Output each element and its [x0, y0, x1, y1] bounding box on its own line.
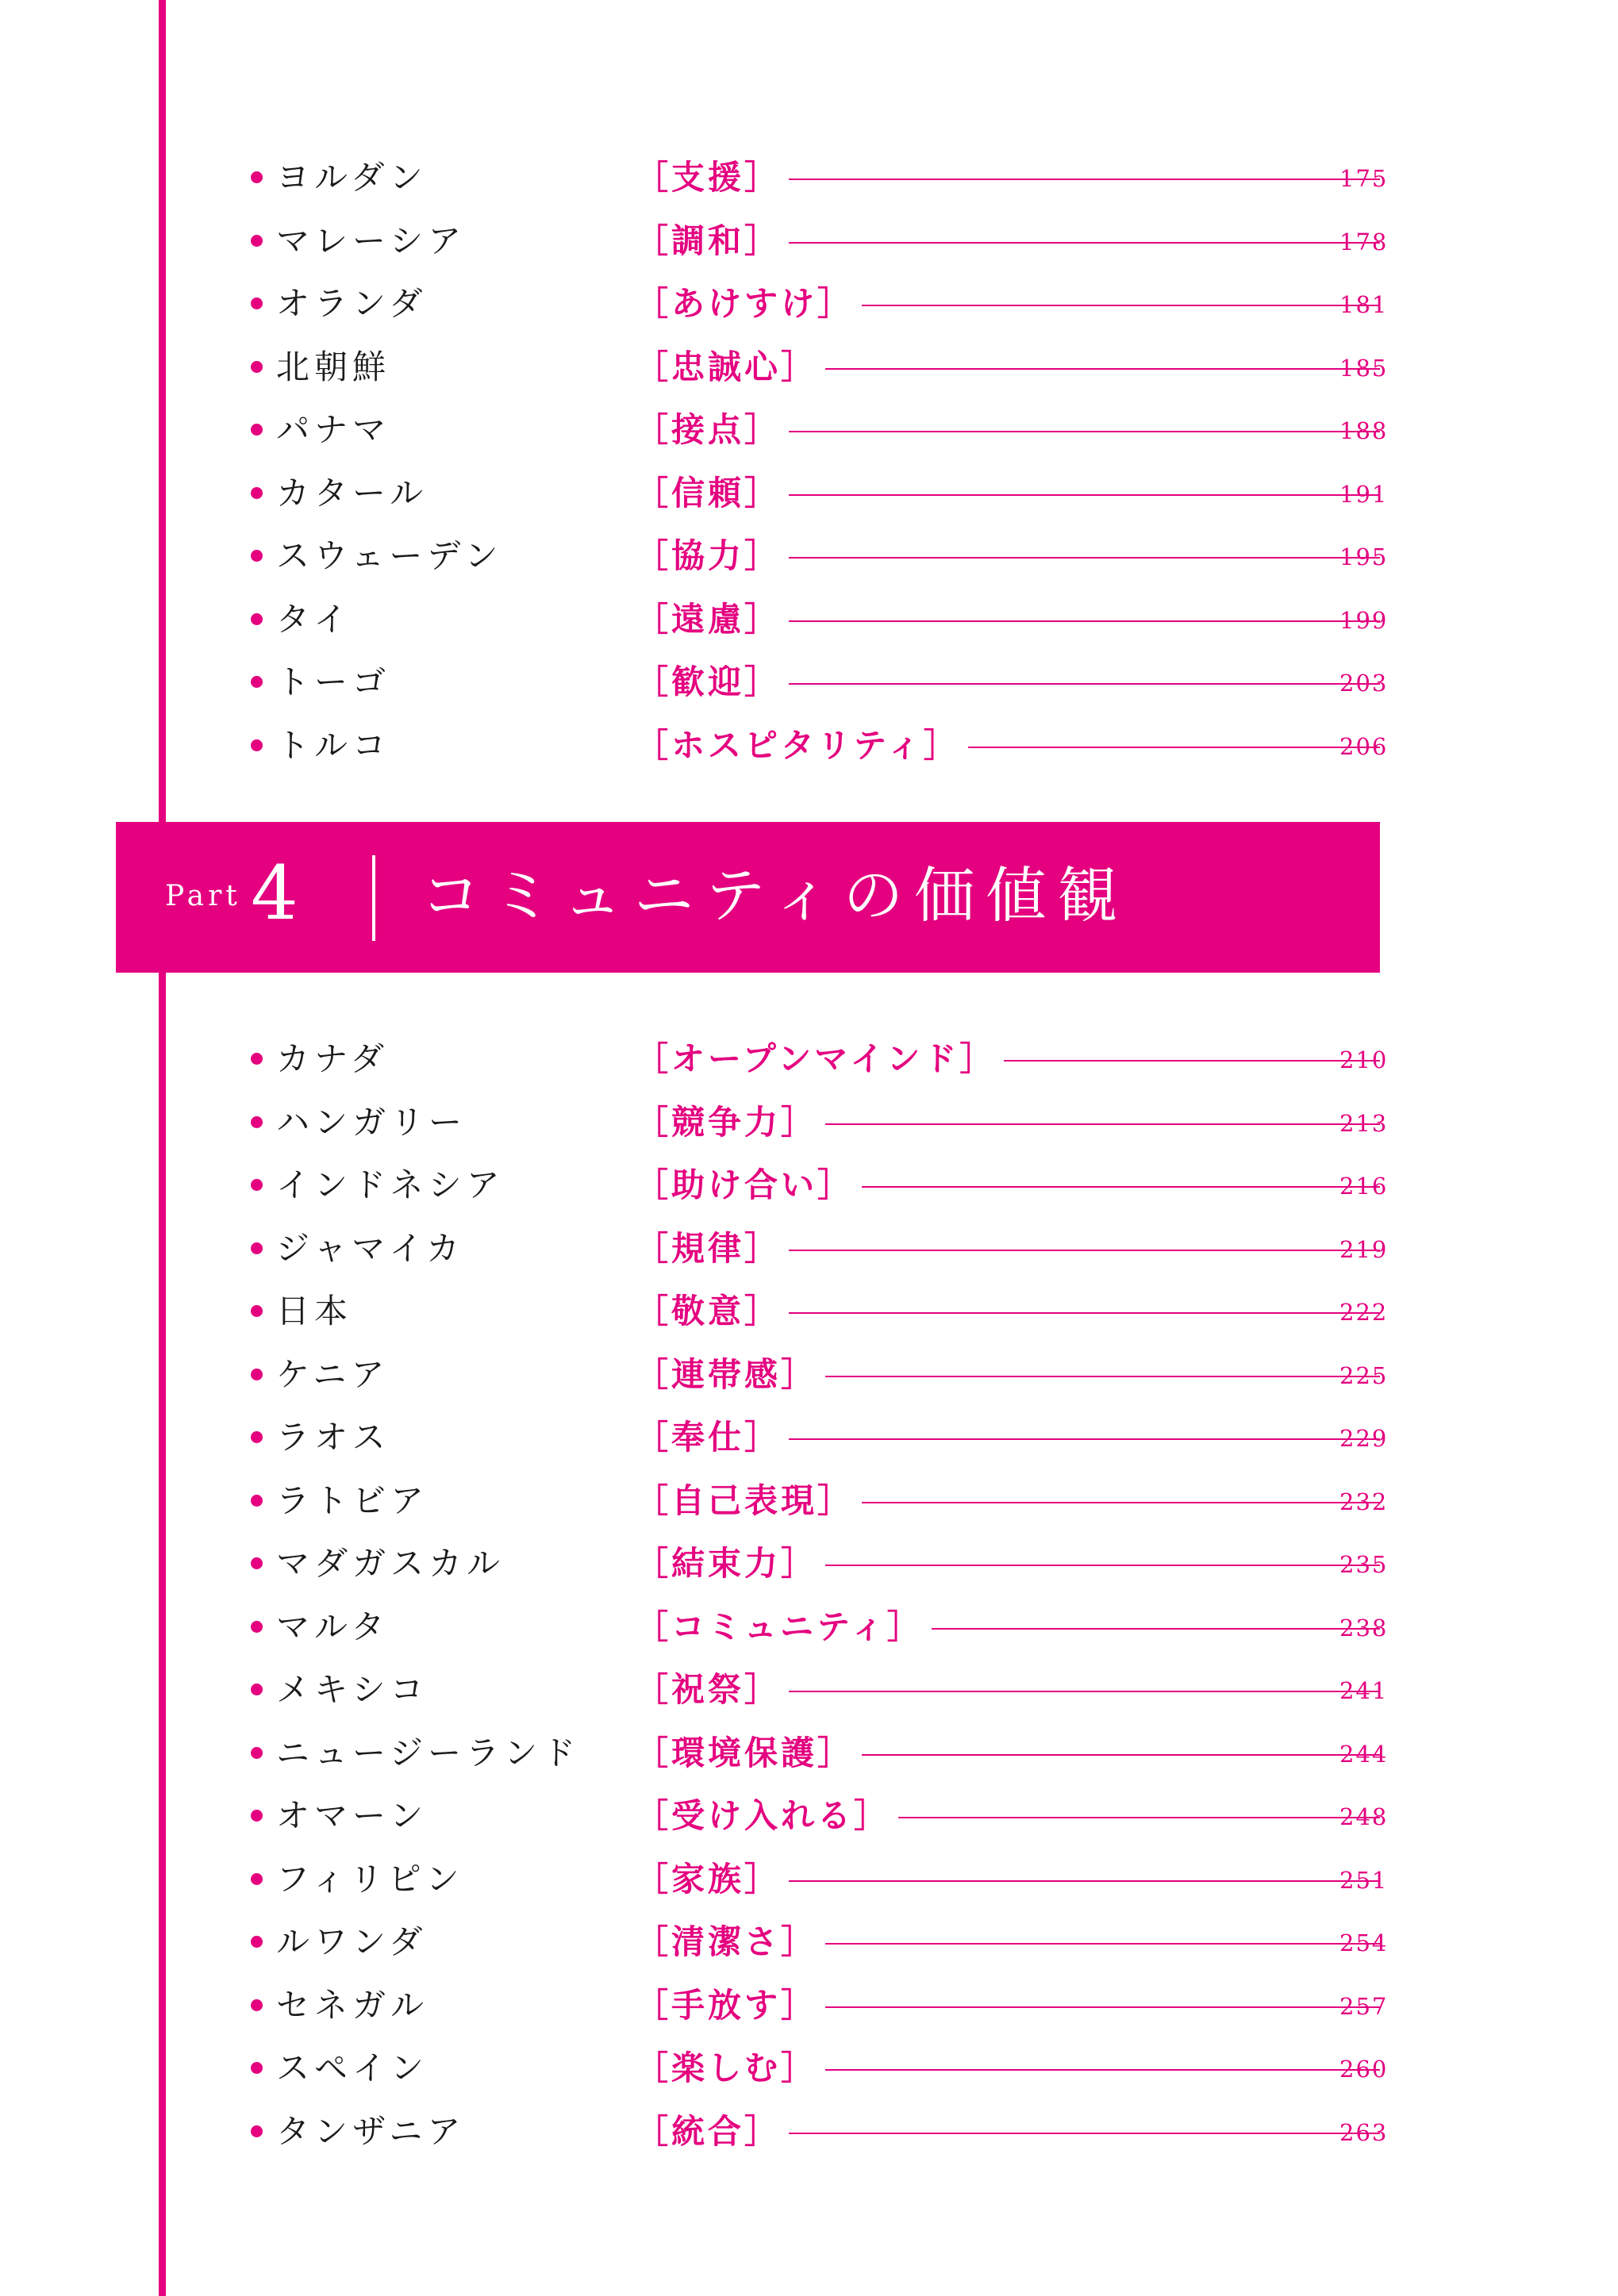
- toc-entry[interactable]: [0, 1975, 1618, 2038]
- bullet-icon: [251, 1305, 263, 1317]
- value-keyword: ［コミュニティ］: [635, 1607, 924, 1646]
- country-name: • ラオス: [276, 1418, 390, 1457]
- toc-entry[interactable]: [0, 273, 1618, 336]
- bullet-icon: [251, 1684, 263, 1695]
- bullet-icon: [251, 298, 263, 309]
- leader-line: [789, 1438, 1380, 1440]
- bullet-icon: [251, 1873, 263, 1885]
- bullet-icon: [251, 1621, 263, 1633]
- page-number: 241: [1339, 1677, 1389, 1704]
- bullet-icon: [251, 1810, 263, 1822]
- country-name: • ニュージーランド: [276, 1733, 581, 1772]
- bullet-icon: [251, 2062, 263, 2074]
- leader-line: [932, 1628, 1380, 1630]
- bullet-icon: [251, 1116, 263, 1128]
- leader-line: [789, 1250, 1380, 1251]
- page-number: 225: [1339, 1361, 1389, 1389]
- value-keyword: ［規律］: [635, 1228, 782, 1268]
- bullet-icon: [251, 1495, 263, 1507]
- bullet-icon: [251, 235, 263, 247]
- toc-entry[interactable]: [0, 1028, 1618, 1092]
- toc-entry[interactable]: [0, 1596, 1618, 1660]
- country-name: • オランダ: [276, 284, 428, 323]
- country-name: • マダガスカル: [276, 1544, 505, 1583]
- value-keyword: ［あけすけ］: [635, 284, 855, 323]
- bullet-icon: [251, 1242, 263, 1254]
- value-keyword: ［ホスピタリティ］: [635, 725, 960, 765]
- toc-entry[interactable]: [0, 1470, 1618, 1534]
- country-name: • タイ: [276, 599, 352, 639]
- leader-line: [789, 557, 1380, 559]
- leader-line: [825, 368, 1380, 370]
- toc-entry[interactable]: [0, 525, 1618, 589]
- value-keyword: ［祝祭］: [635, 1670, 782, 1709]
- toc-list-part4: [0, 1028, 1618, 2164]
- leader-line: [862, 1186, 1380, 1188]
- page-number: 203: [1339, 670, 1389, 697]
- toc-entry[interactable]: [0, 1722, 1618, 1786]
- toc-entry[interactable]: [0, 1849, 1618, 1912]
- bullet-icon: [251, 1369, 263, 1380]
- country-name: • セネガル: [276, 1985, 429, 2025]
- value-keyword: ［連帯感］: [635, 1354, 818, 1394]
- page-number: 244: [1339, 1740, 1389, 1768]
- toc-list-part3-continued: [0, 147, 1618, 777]
- toc-entry[interactable]: [0, 147, 1618, 210]
- value-keyword: ［結束力］: [635, 1544, 818, 1583]
- page-number: 248: [1339, 1803, 1389, 1830]
- leader-line: [789, 242, 1380, 244]
- country-name: • ハンガリー: [276, 1102, 467, 1142]
- leader-line: [789, 2133, 1380, 2134]
- value-keyword: ［清潔さ］: [635, 1922, 818, 1961]
- bullet-icon: [251, 1431, 263, 1443]
- leader-line: [789, 1691, 1380, 1692]
- leader-line: [825, 1565, 1380, 1566]
- toc-entry[interactable]: [0, 1280, 1618, 1344]
- bullet-icon: [251, 550, 263, 562]
- page-number: 219: [1339, 1235, 1389, 1263]
- page-number: 260: [1339, 2056, 1389, 2083]
- country-name: • トルコ: [276, 725, 391, 765]
- value-keyword: ［支援］: [635, 158, 782, 197]
- country-name: • パナマ: [276, 410, 391, 449]
- page-number: 263: [1339, 2118, 1389, 2146]
- bullet-icon: [251, 2125, 263, 2137]
- page-number: 195: [1339, 543, 1389, 570]
- bullet-icon: [251, 676, 263, 688]
- value-keyword: ［協力］: [635, 536, 782, 575]
- bullet-icon: [251, 487, 263, 499]
- country-name: • タンザニア: [276, 2111, 466, 2151]
- toc-entry[interactable]: [0, 336, 1618, 400]
- leader-line: [825, 1376, 1380, 1377]
- page-number: 178: [1339, 228, 1389, 255]
- value-keyword: ［競争力］: [635, 1102, 818, 1142]
- leader-line: [789, 683, 1380, 685]
- part-title: コミュニティの価値観: [421, 860, 1129, 931]
- toc-entry[interactable]: [0, 1911, 1618, 1975]
- page-number: 222: [1339, 1299, 1389, 1326]
- leader-line: [825, 2069, 1380, 2071]
- page-number: 254: [1339, 1929, 1389, 1956]
- toc-entry[interactable]: [0, 2037, 1618, 2101]
- leader-line: [789, 1880, 1380, 1882]
- toc-entry[interactable]: [0, 1785, 1618, 1849]
- leader-line: [862, 1502, 1380, 1503]
- country-name: • カタール: [276, 473, 429, 513]
- page-number: 210: [1339, 1046, 1389, 1073]
- value-keyword: ［奉仕］: [635, 1418, 782, 1457]
- page-number: 185: [1339, 354, 1389, 382]
- page-number: 251: [1339, 1866, 1389, 1894]
- country-name: • 北朝鮮: [276, 347, 391, 386]
- country-name: • マレーシア: [276, 221, 467, 260]
- page-number: 257: [1339, 1992, 1389, 2020]
- part-label: Part: [165, 880, 241, 912]
- bullet-icon: [251, 613, 263, 625]
- bullet-icon: [251, 1053, 263, 1065]
- toc-entry[interactable]: [0, 2101, 1618, 2164]
- toc-entry[interactable]: [0, 399, 1618, 463]
- page-number: 188: [1339, 417, 1389, 444]
- toc-entry[interactable]: [0, 1092, 1618, 1155]
- leader-line: [862, 1754, 1380, 1756]
- value-keyword: ［調和］: [635, 221, 782, 260]
- value-keyword: ［統合］: [635, 2111, 782, 2151]
- leader-line: [968, 747, 1380, 748]
- toc-entry[interactable]: [0, 589, 1618, 652]
- page-number: 238: [1339, 1614, 1389, 1641]
- leader-line: [898, 1817, 1380, 1818]
- bullet-icon: [251, 361, 263, 373]
- value-keyword: ［歓迎］: [635, 662, 782, 701]
- leader-line: [789, 1312, 1380, 1314]
- country-name: • インドネシア: [276, 1165, 505, 1204]
- bullet-icon: [251, 1747, 263, 1759]
- leader-line: [825, 1943, 1380, 1945]
- value-keyword: ［手放す］: [635, 1985, 818, 2025]
- leader-line: [825, 1123, 1380, 1125]
- country-name: • 日本: [276, 1292, 353, 1330]
- country-name: • マルタ: [276, 1607, 390, 1646]
- country-name: • スウェーデン: [276, 536, 503, 575]
- country-name: • トーゴ: [276, 662, 391, 701]
- page-number: 216: [1339, 1173, 1389, 1200]
- toc-entry[interactable]: [0, 715, 1618, 778]
- value-keyword: ［助け合い］: [635, 1165, 855, 1204]
- toc-entry[interactable]: [0, 1533, 1618, 1596]
- value-keyword: ［信頼］: [635, 473, 782, 513]
- toc-entry[interactable]: [0, 1344, 1618, 1407]
- page-number: 229: [1339, 1425, 1389, 1452]
- country-name: • ジャマイカ: [276, 1228, 465, 1268]
- part-heading-banner[interactable]: [116, 822, 1380, 973]
- value-keyword: ［遠慮］: [635, 599, 782, 639]
- toc-entry[interactable]: [0, 1659, 1618, 1722]
- part-number: 4: [251, 850, 298, 937]
- page-number: 206: [1339, 732, 1389, 760]
- leader-line: [789, 179, 1380, 180]
- country-name: • オマーン: [276, 1796, 429, 1835]
- toc-entry[interactable]: [0, 1154, 1618, 1218]
- page-number: 175: [1339, 165, 1389, 192]
- country-name: • スペイン: [276, 2048, 429, 2087]
- leader-line: [825, 2006, 1380, 2008]
- value-keyword: ［自己表現］: [635, 1480, 855, 1520]
- value-keyword: ［環境保護］: [635, 1733, 855, 1772]
- value-keyword: ［接点］: [635, 410, 782, 449]
- leader-line: [789, 620, 1380, 622]
- page-number: 232: [1339, 1488, 1389, 1515]
- bullet-icon: [251, 1557, 263, 1569]
- page-number: 213: [1339, 1109, 1389, 1137]
- toc-entry[interactable]: [0, 1218, 1618, 1281]
- value-keyword: ［受け入れる］: [635, 1796, 891, 1835]
- toc-entry[interactable]: [0, 210, 1618, 274]
- bullet-icon: [251, 1999, 263, 2011]
- page-number: 235: [1339, 1551, 1389, 1578]
- country-name: • ルワンダ: [276, 1922, 428, 1961]
- value-keyword: ［楽しむ］: [635, 2048, 818, 2087]
- toc-entry[interactable]: [0, 651, 1618, 715]
- part-divider: [372, 855, 375, 941]
- country-name: • カナダ: [276, 1039, 389, 1078]
- value-keyword: ［オープンマインド］: [635, 1039, 997, 1078]
- toc-entry[interactable]: [0, 1407, 1618, 1470]
- page-number: 191: [1339, 480, 1389, 508]
- value-keyword: ［忠誠心］: [635, 347, 818, 386]
- leader-line: [1004, 1060, 1380, 1062]
- value-keyword: ［敬意］: [635, 1292, 782, 1330]
- country-name: • ケニア: [276, 1354, 390, 1394]
- country-name: • メキシコ: [276, 1670, 429, 1709]
- bullet-icon: [251, 1936, 263, 1948]
- country-name: • ヨルダン: [276, 158, 428, 197]
- toc-entry[interactable]: [0, 463, 1618, 526]
- page-number: 181: [1339, 291, 1389, 318]
- leader-line: [789, 431, 1380, 432]
- page-number: 199: [1339, 606, 1389, 634]
- country-name: • フィリピン: [276, 1859, 464, 1899]
- value-keyword: ［家族］: [635, 1859, 782, 1899]
- bullet-icon: [251, 1179, 263, 1191]
- leader-line: [789, 494, 1380, 496]
- leader-line: [862, 305, 1380, 306]
- bullet-icon: [251, 424, 263, 436]
- country-name: • ラトビア: [276, 1480, 429, 1520]
- bullet-icon: [251, 171, 263, 183]
- bullet-icon: [251, 739, 263, 751]
